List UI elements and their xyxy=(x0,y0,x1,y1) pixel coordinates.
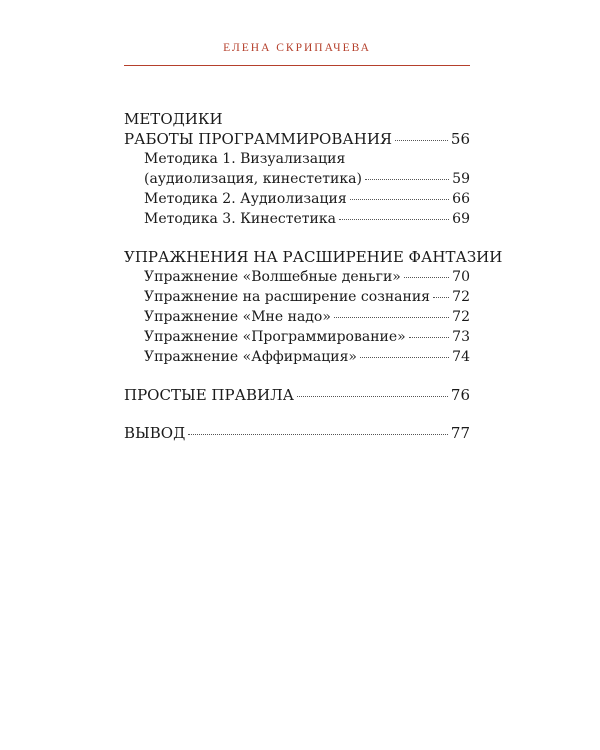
toc-entry xyxy=(124,109,470,129)
toc-entry-label: РАБОТЫ ПРОГРАММИРОВАНИЯ xyxy=(124,130,393,148)
toc-entry xyxy=(124,209,470,229)
toc-entry xyxy=(124,385,470,405)
toc-entry-label: Упражнение «Программирование» xyxy=(144,329,406,345)
dot-leader xyxy=(297,396,448,397)
section-gap xyxy=(124,367,470,385)
header-rule xyxy=(124,65,470,66)
toc-page-number: 77 xyxy=(450,424,470,442)
dot-leader xyxy=(365,179,449,180)
dot-leader xyxy=(433,297,449,298)
toc-entry-label: УПРАЖНЕНИЯ НА РАСШИРЕНИЕ ФАНТАЗИИ xyxy=(124,248,503,266)
toc-entry xyxy=(124,423,470,443)
toc-page-number: 69 xyxy=(452,211,470,227)
dot-leader xyxy=(350,199,449,200)
toc-entry xyxy=(124,327,470,347)
toc-entry xyxy=(124,307,470,327)
toc-entry-label: ВЫВОД xyxy=(124,424,186,442)
toc-entry xyxy=(124,267,470,287)
dot-leader xyxy=(409,337,449,338)
toc-entry xyxy=(124,169,470,189)
dot-leader xyxy=(404,277,449,278)
dot-leader xyxy=(334,317,449,318)
toc-entry-label: Методика 3. Кинестетика xyxy=(144,211,336,227)
toc-entry-label: МЕТОДИКИ xyxy=(124,110,223,128)
toc-page-number: 72 xyxy=(452,289,470,305)
section-gap xyxy=(124,229,470,247)
dot-leader xyxy=(339,219,449,220)
toc-entry-label: ПРОСТЫЕ ПРАВИЛА xyxy=(124,386,294,404)
toc-entry-label: Методика 1. Визуализация xyxy=(144,151,346,167)
toc-entry-label: Упражнение «Аффирмация» xyxy=(144,349,357,365)
dot-leader xyxy=(395,140,448,141)
toc-entry-label: Методика 2. Аудиолизация xyxy=(144,191,347,207)
toc-page-number: 74 xyxy=(452,349,470,365)
toc-entry xyxy=(124,287,470,307)
toc-page-number: 56 xyxy=(450,130,470,148)
toc-entry-label: (аудиолизация, кинестетика) xyxy=(144,171,362,187)
toc-entry xyxy=(124,347,470,367)
toc-page-number: 73 xyxy=(452,329,470,345)
toc-page-number: 66 xyxy=(452,191,470,207)
dot-leader xyxy=(360,357,449,358)
toc-entry xyxy=(124,129,470,149)
section-gap xyxy=(124,405,470,423)
toc-page-number: 59 xyxy=(452,171,470,187)
toc-entry xyxy=(124,247,503,267)
toc-page-number: 76 xyxy=(450,386,470,404)
toc-page-number: 72 xyxy=(452,309,470,325)
toc-page-number: 70 xyxy=(452,269,470,285)
toc-entry-label: Упражнение «Волшебные деньги» xyxy=(144,269,401,285)
dot-leader xyxy=(188,434,448,435)
toc-entry xyxy=(124,189,470,209)
toc-entry-label: Упражнение на расширение сознания xyxy=(144,289,430,305)
running-header-author: ЕЛЕНА СКРИПАЧЕВА xyxy=(223,42,371,54)
table-of-contents xyxy=(124,109,503,443)
toc-entry xyxy=(124,149,470,169)
toc-entry-label: Упражнение «Мне надо» xyxy=(144,309,331,325)
